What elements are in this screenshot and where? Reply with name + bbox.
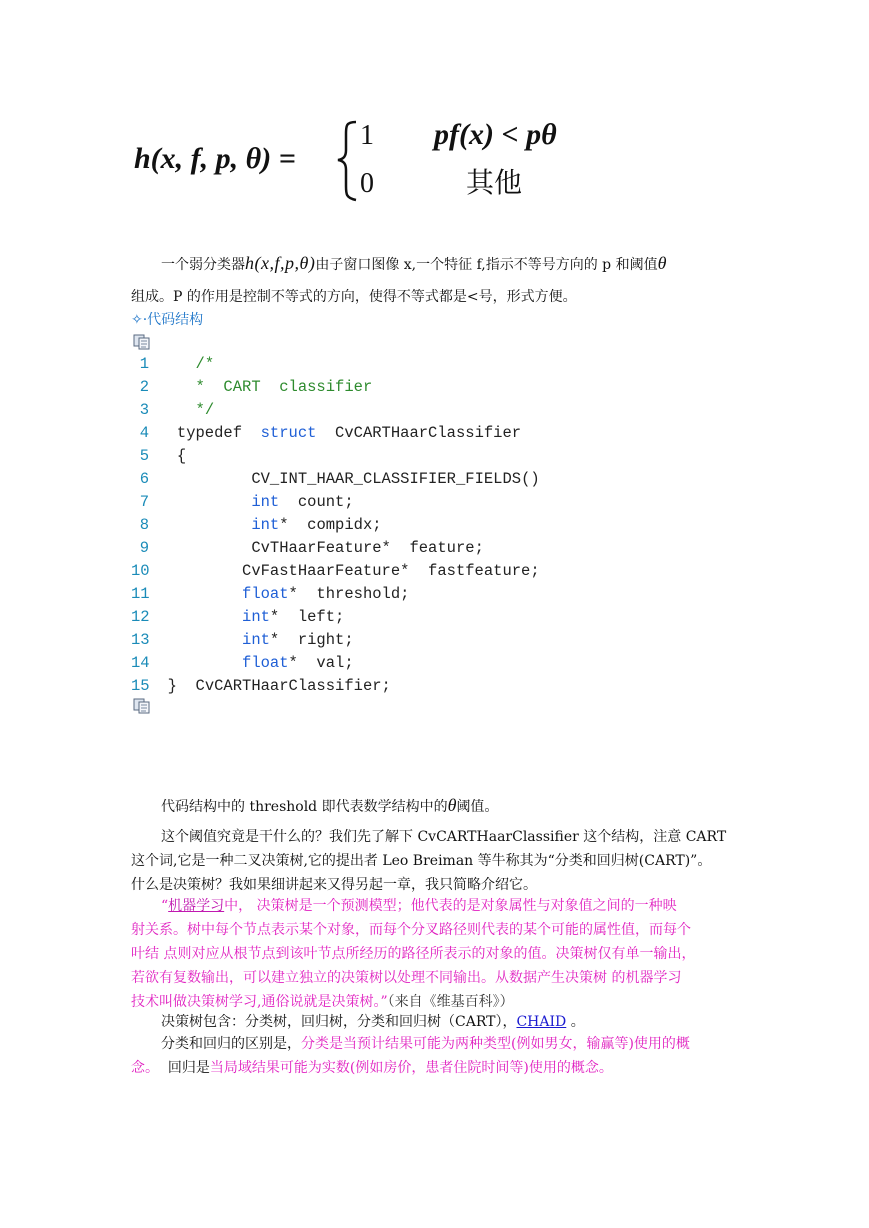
diff-classification-end: 念。 <box>131 1060 159 1076</box>
formula-case1-cond: pf(x) < pθ <box>434 118 557 151</box>
quote-line-2: 射关系。树中每个节点表示某个对象，而每个分叉路径则代表的某个可能的属性值，而每个 <box>131 922 691 938</box>
code-text: * left; <box>269 608 345 626</box>
intro-text-1: 一个弱分类器 <box>161 257 245 273</box>
code-line <box>131 537 540 560</box>
code-line <box>131 583 540 606</box>
code-line <box>131 560 540 583</box>
meaning-line-2: 这个词,它是一种二叉决策树,它的提出者 Leo Breiman 等牛称其为“分类和回归树(CART)”。 <box>131 853 712 869</box>
quote-line-3: 叶结 点则对应从根节点到该叶节点所经历的路径所表示的对象的值。决策树仅有单一输出， <box>131 946 696 962</box>
code-indent <box>149 516 251 534</box>
code-keyword: int <box>251 516 280 534</box>
meaning-text-1: 这个阈值究竟是干什么的？我们先了解下 CvCARTHaarClassifier 这个结构，注意 CART <box>161 829 727 845</box>
line-number: 2 <box>139 378 149 396</box>
code-line <box>131 376 540 399</box>
code-indent <box>149 447 177 465</box>
code-indent <box>149 539 251 557</box>
code-indent <box>149 378 196 396</box>
copy-code-icon[interactable] <box>133 334 151 350</box>
code-keyword: struct <box>260 424 317 442</box>
code-text: * threshold; <box>288 585 410 603</box>
code-indent <box>149 562 242 580</box>
code-indent <box>149 585 242 603</box>
code-indent <box>149 401 196 419</box>
code-indent <box>149 424 177 442</box>
diff-regression: 当局域结果可能为实数(例如房价，患者住院时间等)使用的概念。 <box>209 1060 613 1076</box>
line-number: 11 <box>131 585 150 603</box>
code-line <box>131 445 540 468</box>
quote-source: （来自《维基百科》） <box>387 994 514 1010</box>
code-indent <box>149 608 242 626</box>
threshold-text-1: 代码结构中的 threshold 即代表数学结构中的 <box>161 799 448 815</box>
machine-learning-link[interactable]: 机器学习 <box>168 898 225 914</box>
brace-shape <box>338 122 356 200</box>
formula-image <box>134 112 604 208</box>
line-number: 14 <box>131 654 150 672</box>
section-title-code-structure[interactable]: ✧·代码结构 <box>131 312 204 328</box>
line-number: 10 <box>131 562 150 580</box>
line-number: 15 <box>131 677 150 695</box>
code-comment: */ <box>195 401 215 419</box>
code-keyword: int <box>242 631 270 649</box>
line-number: 8 <box>139 516 149 534</box>
diff-classification: 分类是当预计结果可能为两种类型(例如男女，输赢等)使用的概 <box>301 1036 690 1052</box>
code-text: * val; <box>288 654 354 672</box>
line-number: 1 <box>139 355 149 373</box>
line-number: 5 <box>139 447 149 465</box>
difference-line-2 <box>131 1056 741 1080</box>
code-line <box>131 422 540 445</box>
classifier-function: h(x,f,p,θ) <box>245 253 316 273</box>
code-text: CV_INT_HAAR_CLASSIFIER_FIELDS() <box>251 470 540 488</box>
code-keyword: int <box>251 493 280 511</box>
code-text: * compidx; <box>279 516 382 534</box>
code-indent <box>149 355 196 373</box>
code-text: CvTHaarFeature* feature; <box>251 539 484 557</box>
code-indent <box>149 470 251 488</box>
chaid-link[interactable]: CHAID <box>516 1014 567 1030</box>
code-line <box>131 399 540 422</box>
code-text: { <box>176 447 187 465</box>
threshold-text-2: 阈值。 <box>456 799 499 815</box>
diff-mid: 回归是 <box>159 1060 210 1076</box>
code-keyword: float <box>242 654 289 672</box>
code-text: CvFastHaarFeature* fastfeature; <box>242 562 540 580</box>
intro-paragraph <box>131 251 741 277</box>
line-number: 6 <box>139 470 149 488</box>
types-text: 决策树包含：分类树，回归树，分类和回归树（CART）， <box>161 1014 517 1030</box>
formula-case1-value: 1 <box>360 120 374 151</box>
code-line <box>131 629 540 652</box>
quote-line-1: 中， 决策树是一个预测模型；他代表的是对象属性与对象值之间的一种映 <box>224 898 677 914</box>
code-comment: * CART classifier <box>195 378 373 396</box>
code-line <box>131 514 540 537</box>
code-indent <box>149 631 242 649</box>
code-text: typedef <box>176 424 261 442</box>
code-line <box>131 606 540 629</box>
code-line <box>131 675 540 698</box>
threshold-paragraph <box>131 793 741 819</box>
code-keyword: float <box>242 585 289 603</box>
quote-open: “ <box>161 898 169 914</box>
code-indent <box>149 677 168 695</box>
types-end: 。 <box>566 1014 585 1030</box>
code-block <box>131 353 540 698</box>
formula-lhs: h(x, f, p, θ) = <box>134 142 296 175</box>
code-line <box>131 353 540 376</box>
formula-case2-cond: 其他 <box>466 168 523 199</box>
line-number: 12 <box>131 608 150 626</box>
meaning-line-1 <box>131 825 741 849</box>
theta-symbol: θ <box>657 253 667 273</box>
types-paragraph <box>131 1010 741 1034</box>
code-indent <box>149 654 242 672</box>
code-text: CvCARTHaarClassifier <box>316 424 522 442</box>
code-indent <box>149 493 251 511</box>
quote-line-4: 若欲有复数输出，可以建立独立的决策树以处理不同输出。从数据产生决策树 的机器学习 <box>131 970 682 986</box>
code-keyword: int <box>242 608 270 626</box>
intro-text-2: 由子窗口图像 x,一个特征 f,指示不等号方向的 p 和阈值 <box>315 257 658 273</box>
code-line <box>131 652 540 675</box>
diff-text-1: 分类和回归的区别是， <box>161 1036 301 1052</box>
code-text: count; <box>279 493 354 511</box>
line-number: 4 <box>139 424 149 442</box>
copy-code-icon-bottom[interactable] <box>133 698 151 714</box>
formula-case2-value: 0 <box>360 168 374 199</box>
quote-line-5: 技术叫做决策树学习,通俗说就是决策树。” <box>131 994 388 1010</box>
line-number: 7 <box>139 493 149 511</box>
difference-paragraph <box>131 1032 741 1056</box>
meaning-line-3: 什么是决策树？我如果细讲起来又得另起一章，我只简略介绍它。 <box>131 877 537 893</box>
code-text: * right; <box>269 631 354 649</box>
wiki-quote <box>131 894 743 1014</box>
code-text: } CvCARTHaarClassifier; <box>167 677 391 695</box>
line-number: 3 <box>139 401 149 419</box>
intro-line-2: 组成。P 的作用是控制不等式的方向，使得不等式都是<号，形式方便。 <box>131 289 577 305</box>
line-number: 13 <box>131 631 150 649</box>
code-line <box>131 468 540 491</box>
line-number: 9 <box>139 539 149 557</box>
theta-symbol-2: θ <box>447 795 457 815</box>
code-line <box>131 491 540 514</box>
code-comment: /* <box>195 355 215 373</box>
